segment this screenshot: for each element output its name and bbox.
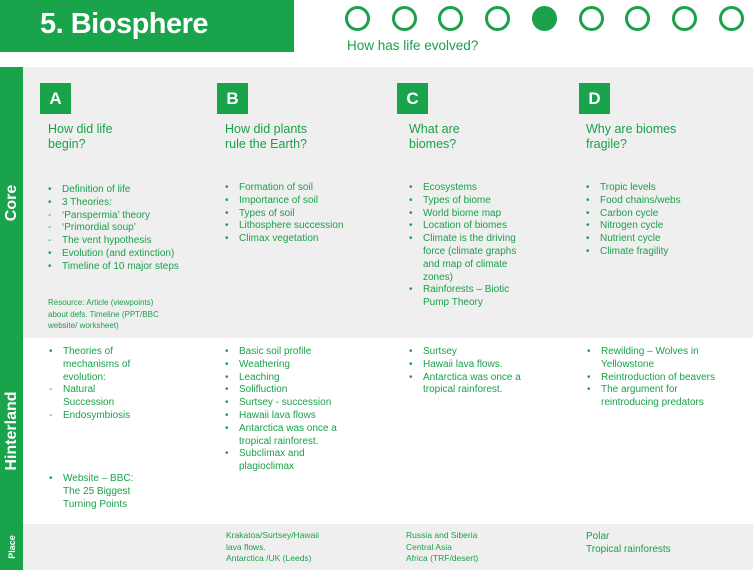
list-item: - ‘Panspermia’ theory (48, 210, 208, 223)
hinterland-list-a (49, 346, 149, 423)
progress-circle (438, 6, 463, 31)
column-question-c: What are biomes? (409, 122, 460, 151)
list-item: • Location of biomes (409, 220, 529, 233)
progress-circle-current (532, 6, 557, 31)
list-item: • Rewilding – Wolves in Yellowstone (587, 346, 717, 372)
list-item: • 3 Theories: (48, 197, 208, 210)
place-text-c: Russia and Siberia Central Asia Africa (TRF/desert) (406, 530, 479, 563)
list-item: • Importance of soil (225, 195, 385, 208)
list-item: • Nitrogen cycle (586, 220, 736, 233)
progress-circle (392, 6, 417, 31)
list-item: • Tropic levels (586, 182, 736, 195)
progress-circle (625, 6, 650, 31)
column-letter-d: D (579, 83, 610, 114)
progress-circle (485, 6, 510, 31)
list-item: • Carbon cycle (586, 208, 736, 221)
list-item: • Surtsey (409, 346, 534, 359)
list-item: • Climate fragility (586, 246, 736, 259)
core-list-b (225, 182, 385, 246)
list-item: • Food chains/webs (586, 195, 736, 208)
list-item: • Subclimax and plagioclimax (225, 448, 341, 474)
list-item: • Climate is the driving force (climate graphs and map of climate zones) (409, 233, 529, 284)
list-item: • Antarctica was once a tropical rainforest. (409, 372, 534, 398)
core-list-c (409, 182, 529, 310)
core-resource-a: Resource: Article (viewpoints) about defs. Timeline (PPT/BBC website/ worksheet) (48, 298, 159, 330)
page-title: 5. Biosphere (40, 8, 209, 40)
column-letter-a: A (40, 83, 71, 114)
hinterland-label: Hinterland (2, 391, 20, 471)
column-letter-c: C (397, 83, 428, 114)
list-item: • The argument for reintroducing predators (587, 384, 717, 410)
list-item: • Nutrient cycle (586, 233, 736, 246)
place-label: Place (6, 535, 17, 559)
list-item: • Surtsey - succession (225, 397, 341, 410)
progress-circle (345, 6, 370, 31)
core-list-d (586, 182, 736, 259)
list-item: • Climax vegetation (225, 233, 385, 246)
list-item: • Evolution (and extinction) (48, 248, 208, 261)
hinterland-label-bar (0, 338, 23, 524)
list-item: • Solifluction (225, 384, 341, 397)
list-item: • Types of soil (225, 208, 385, 221)
list-item: • Definition of life (48, 184, 208, 197)
progress-circle (719, 6, 744, 31)
list-item: • Formation of soil (225, 182, 385, 195)
hinterland-list-d (587, 346, 717, 410)
list-item: • Lithosphere succession (225, 220, 385, 233)
core-label-bar (0, 67, 23, 338)
column-question-b: How did plants rule the Earth? (225, 122, 307, 151)
list-item: • Weathering (225, 359, 341, 372)
column-question-d: Why are biomes fragile? (586, 122, 677, 151)
list-item: • Timeline of 10 major steps (48, 261, 208, 274)
hinterland-list-a-extra (49, 473, 149, 511)
list-item: • Leaching (225, 372, 341, 385)
hinterland-list-b (225, 346, 341, 474)
place-text-b: Krakatoa/Surtsey/Hawaii lava flows. Antarctica /UK (Leeds) (226, 530, 320, 563)
list-item: • Antarctica was once a tropical rainforest. (225, 423, 341, 449)
progress-circle (672, 6, 697, 31)
list-item: • Rainforests – Biotic Pump Theory (409, 284, 529, 310)
list-item: - ‘Primordial soup’ (48, 222, 208, 235)
title-bar (0, 0, 294, 52)
place-label-bar (0, 524, 23, 570)
core-list-a (48, 184, 208, 274)
list-item: • Theories of mechanisms of evolution: (49, 346, 149, 384)
list-item: • Website – BBC: The 25 Biggest Turning Points (49, 473, 149, 511)
column-letter-b: B (217, 83, 248, 114)
list-item: • Hawaii lava flows (225, 410, 341, 423)
list-item: - The vent hypothesis (48, 235, 208, 248)
place-text-d: Polar Tropical rainforests (586, 531, 671, 555)
progress-circle (579, 6, 604, 31)
list-item: - Endosymbiosis (49, 410, 149, 423)
list-item: • Basic soil profile (225, 346, 341, 359)
list-item: • World biome map (409, 208, 529, 221)
core-label: Core (2, 184, 20, 221)
list-item: • Hawaii lava flows. (409, 359, 534, 372)
list-item: - Natural Succession (49, 384, 149, 410)
list-item: • Types of biome (409, 195, 529, 208)
page-subtitle: How has life evolved? (347, 38, 479, 53)
list-item: • Reintroduction of beavers (587, 372, 717, 385)
hinterland-list-c (409, 346, 534, 397)
list-item: • Ecosystems (409, 182, 529, 195)
column-question-a: How did life begin? (48, 122, 113, 151)
